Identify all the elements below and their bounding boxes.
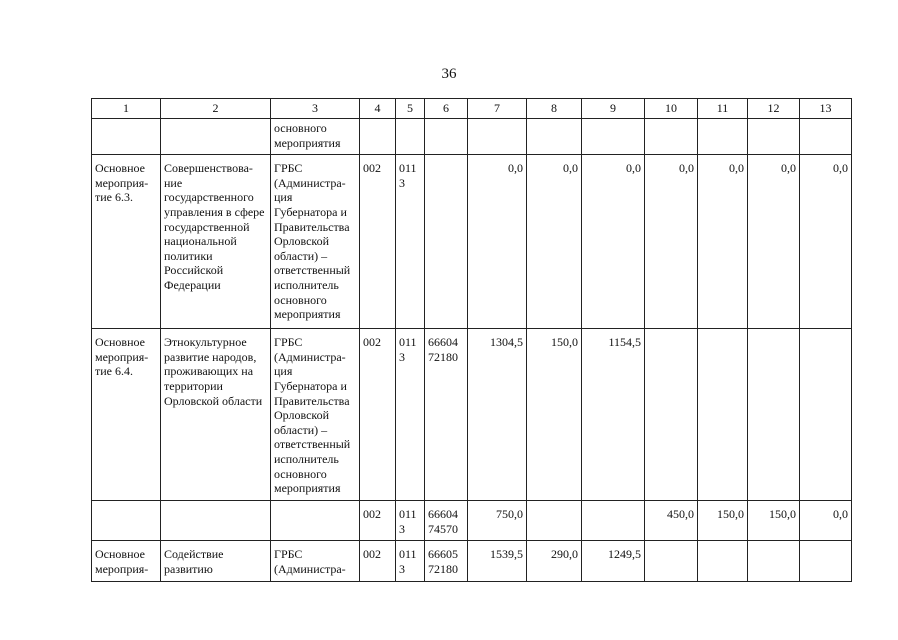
table-cell: 750,0 [468, 501, 527, 541]
table-cell: 0,0 [582, 155, 645, 329]
table-cell: 0,0 [527, 155, 582, 329]
table-cell: 1304,5 [468, 329, 527, 501]
table-cell [271, 501, 360, 541]
column-header: 9 [582, 99, 645, 119]
table-cell [800, 329, 852, 501]
table-cell [698, 329, 748, 501]
table-cell: 150,0 [748, 501, 800, 541]
table-cell: Основное мероприя-тие 6.3. [92, 155, 161, 329]
table-cell: 0,0 [645, 155, 698, 329]
table-cell: 011 3 [396, 155, 425, 329]
table-cell [582, 501, 645, 541]
table-cell: Содействие развитию [161, 541, 271, 582]
column-header: 8 [527, 99, 582, 119]
table-cell: 1539,5 [468, 541, 527, 582]
table-cell: основного мероприятия [271, 119, 360, 155]
budget-table [91, 98, 852, 582]
table-cell [582, 119, 645, 155]
table-cell: Совершенствова-ние государственного управления в сфере государственной национальной политики Российской Федерации [161, 155, 271, 329]
table-cell: 0,0 [468, 155, 527, 329]
column-header: 11 [698, 99, 748, 119]
table-cell: 66604 74570 [425, 501, 468, 541]
table-row [92, 155, 852, 329]
table-cell: 011 3 [396, 541, 425, 582]
table-cell [92, 119, 161, 155]
page-number: 36 [441, 66, 457, 82]
table-cell [468, 119, 527, 155]
table-cell: 0,0 [800, 155, 852, 329]
table-cell: 002 [360, 541, 396, 582]
table-row [92, 119, 852, 155]
table-cell [425, 155, 468, 329]
column-header: 13 [800, 99, 852, 119]
table-row [92, 541, 852, 582]
table-cell [161, 119, 271, 155]
table-cell [396, 119, 425, 155]
table-cell: 66605 72180 [425, 541, 468, 582]
column-header: 4 [360, 99, 396, 119]
column-header: 3 [271, 99, 360, 119]
column-header: 2 [161, 99, 271, 119]
table-cell [527, 119, 582, 155]
table-cell [748, 541, 800, 582]
table-cell: 002 [360, 501, 396, 541]
table-cell [748, 119, 800, 155]
table-cell [698, 541, 748, 582]
table-cell: 150,0 [698, 501, 748, 541]
column-header: 7 [468, 99, 527, 119]
table-cell: 0,0 [748, 155, 800, 329]
table-cell: 0,0 [698, 155, 748, 329]
column-header: 1 [92, 99, 161, 119]
column-header: 12 [748, 99, 800, 119]
table-cell: 1154,5 [582, 329, 645, 501]
table-cell: Этнокультурное развитие народов, проживающих на территории Орловской области [161, 329, 271, 501]
table-cell [645, 119, 698, 155]
table-cell: Основное мероприя- [92, 541, 161, 582]
column-header: 5 [396, 99, 425, 119]
table-header-row [92, 99, 852, 119]
table-cell: 150,0 [527, 329, 582, 501]
table-cell: 290,0 [527, 541, 582, 582]
column-header: 6 [425, 99, 468, 119]
table-cell: 450,0 [645, 501, 698, 541]
table-cell [425, 119, 468, 155]
table-cell [748, 329, 800, 501]
table-cell: ГРБС (Администра-ция Губернатора и Правительства Орловской области) – ответственный исполнитель основного мероприятия [271, 155, 360, 329]
table-cell: 002 [360, 329, 396, 501]
table-row [92, 329, 852, 501]
table-cell [645, 541, 698, 582]
table-cell: 1249,5 [582, 541, 645, 582]
table-cell: Основное мероприя-тие 6.4. [92, 329, 161, 501]
table-cell: ГРБС (Администра-ция Губернатора и Правительства Орловской области) – ответственный исполнитель основного мероприятия [271, 329, 360, 501]
column-header: 10 [645, 99, 698, 119]
table-cell: 66604 72180 [425, 329, 468, 501]
table-cell [360, 119, 396, 155]
table-cell [800, 119, 852, 155]
table-cell [527, 501, 582, 541]
table-cell [645, 329, 698, 501]
table-cell: ГРБС (Администра- [271, 541, 360, 582]
table-cell [800, 541, 852, 582]
table-cell: 011 3 [396, 329, 425, 501]
table-cell: 011 3 [396, 501, 425, 541]
table-cell [698, 119, 748, 155]
table-cell: 0,0 [800, 501, 852, 541]
table-cell: 002 [360, 155, 396, 329]
table-cell [92, 501, 161, 541]
table-cell [161, 501, 271, 541]
table-row [92, 501, 852, 541]
